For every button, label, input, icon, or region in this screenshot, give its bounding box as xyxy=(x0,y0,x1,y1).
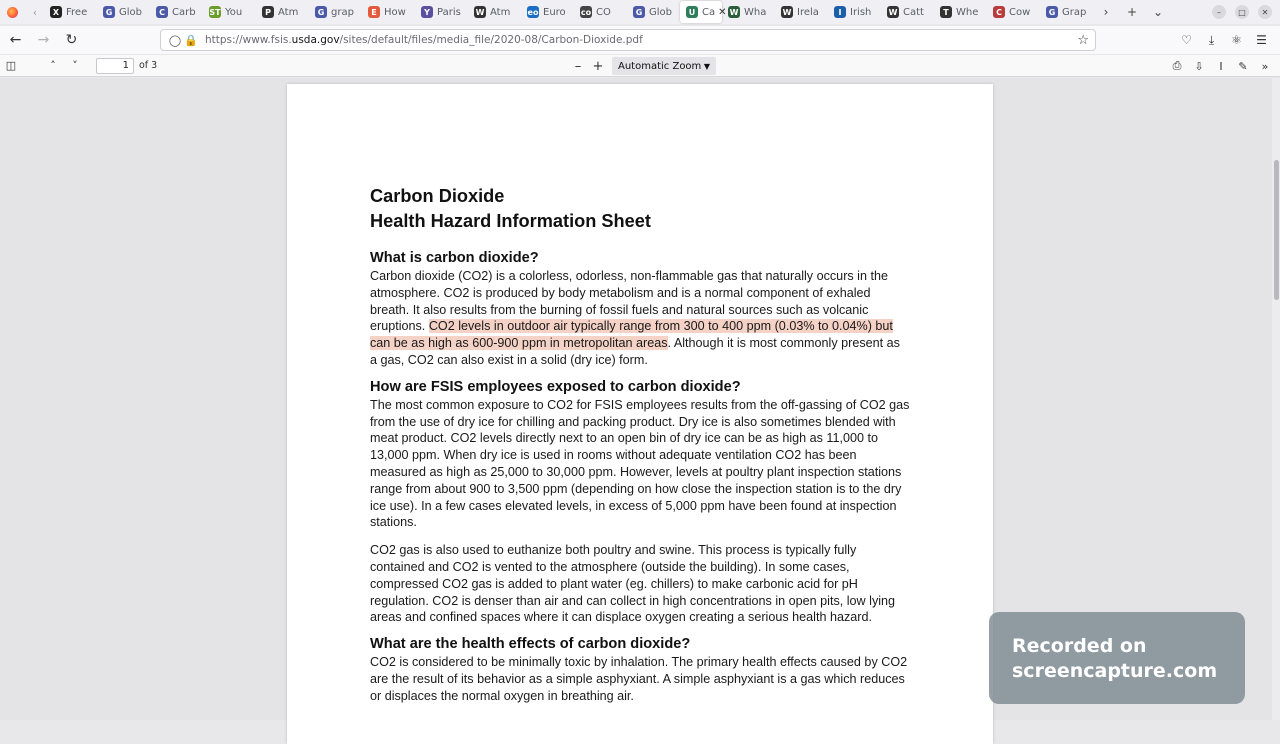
tab-favicon-icon: W xyxy=(475,7,485,17)
tab-title: Paris xyxy=(437,6,461,18)
tab-14[interactable] xyxy=(775,1,828,23)
firefox-view-icon[interactable] xyxy=(7,7,18,18)
tab-title: Irish xyxy=(850,6,872,18)
tab-favicon-icon: W xyxy=(782,7,792,17)
reload-icon[interactable]: ↻ xyxy=(65,32,78,48)
pocket-icon[interactable]: ♡ xyxy=(1181,33,1192,47)
draw-tool-icon[interactable]: ✎ xyxy=(1238,59,1248,73)
section-heading: How are FSIS employees exposed to carbon dioxide? xyxy=(370,378,741,395)
watermark-line2: screencapture.com xyxy=(1012,660,1218,682)
page-number-input[interactable]: 1 xyxy=(96,58,134,74)
section-paragraph: CO2 gas is also used to euthanize both poultry and swine. This process is typically fully contained and CO2 is vented to the atmosphere (outside the building). In some cases, compressed CO2 gas is added to plant water (eg. chillers) to make carbonic acid for pH regulation. CO2 is denser than air and can collect in high concentrations in open pits, low lying areas and confined spaces where it can displace oxygen creating a serious health hazard. xyxy=(370,543,896,625)
save-icon[interactable]: ⇩ xyxy=(1194,59,1204,73)
tab-6[interactable] xyxy=(362,1,415,23)
tab-favicon-icon: P xyxy=(262,6,274,18)
list-all-tabs-icon[interactable]: ⌄ xyxy=(1152,5,1164,19)
tab-strip xyxy=(0,0,1280,24)
tab-title: Catt xyxy=(903,6,924,18)
pdf-toolbar xyxy=(0,55,1280,77)
tab-favicon-icon: C xyxy=(156,6,168,18)
pdf-page[interactable] xyxy=(287,84,993,744)
tab-title: Whe xyxy=(956,6,979,18)
bookmark-star-icon[interactable]: ☆ xyxy=(1077,32,1089,48)
tab-16[interactable] xyxy=(881,1,934,23)
tab-favicon-icon: U xyxy=(686,6,698,18)
tab-title: Glob xyxy=(119,6,142,18)
tab-favicon-icon: ST xyxy=(209,7,221,17)
tab-title: Glob xyxy=(649,6,672,18)
tab-title: Cow xyxy=(1009,6,1031,18)
tab-17[interactable] xyxy=(934,1,987,23)
chevron-down-icon: ▼ xyxy=(703,61,710,71)
zoom-value: Automatic Zoom xyxy=(618,60,702,72)
url-bar[interactable] xyxy=(160,29,1096,51)
tab-favicon-icon: W xyxy=(729,7,739,17)
back-icon[interactable]: ← xyxy=(9,32,22,48)
print-icon[interactable]: ⎙ xyxy=(1172,59,1182,72)
tab-favicon-icon: T xyxy=(940,6,952,18)
paragraph-text: Carbon dioxide (CO2) is a colorless, odorless, non-flammable gas that naturally occurs in the atmosphere. CO2 is produced by body metabolism and is a normal component of exhaled breath. It also results from the burning of fossil fuels and natural sources such as volcanic eruptions. xyxy=(370,269,888,334)
section-heading: What is carbon dioxide? xyxy=(370,250,539,266)
scrollbar-thumb[interactable] xyxy=(1274,160,1279,300)
tabs-scroll-right-icon[interactable]: › xyxy=(1103,5,1109,19)
tab-favicon-icon: eo xyxy=(527,7,539,17)
tab-9[interactable] xyxy=(521,1,574,23)
extensions-icon[interactable]: ⚛ xyxy=(1231,33,1242,47)
tab-2[interactable] xyxy=(150,1,203,23)
tools-menu-icon[interactable]: » xyxy=(1261,59,1269,73)
tab-favicon-icon: E xyxy=(368,6,380,18)
tab-7[interactable] xyxy=(415,1,468,23)
highlighted-text: CO2 levels in outdoor air typically range from 300 to 400 ppm (0.03% to 0.04%) but can be as high as 600-900 ppm in metropolitan areas xyxy=(370,319,893,351)
tab-title: CO xyxy=(596,6,611,18)
section-heading: What are the health effects of carbon dioxide? xyxy=(370,636,691,653)
tab-12[interactable] xyxy=(680,1,727,23)
tab-title: Atm xyxy=(490,6,511,18)
tab-19[interactable] xyxy=(1040,1,1093,23)
forward-icon[interactable]: → xyxy=(37,32,50,48)
tab-3[interactable] xyxy=(203,1,256,23)
tab-title: Free xyxy=(66,6,88,18)
scrollbar[interactable] xyxy=(1272,78,1280,720)
tab-title: grap xyxy=(331,6,354,18)
downloads-icon[interactable]: ⤓ xyxy=(1208,32,1215,47)
zoom-in-icon[interactable]: + xyxy=(592,58,604,74)
close-window-icon[interactable]: ✕ xyxy=(1258,5,1272,19)
recording-watermark xyxy=(989,612,1245,704)
tab-8[interactable] xyxy=(468,1,521,23)
url-domain: usda.gov xyxy=(291,34,340,46)
tab-favicon-icon: I xyxy=(834,6,846,18)
new-tab-icon[interactable]: + xyxy=(1126,5,1138,19)
tab-favicon-icon: co xyxy=(580,7,592,17)
watermark-line1: Recorded on xyxy=(1012,635,1147,657)
tab-title: How xyxy=(384,6,406,18)
url-text[interactable] xyxy=(205,34,643,46)
text-tool-icon[interactable]: I xyxy=(1219,59,1223,73)
tab-favicon-icon: C xyxy=(993,6,1005,18)
zoom-out-icon[interactable]: – xyxy=(574,58,582,74)
tab-10[interactable] xyxy=(574,1,627,23)
tracking-protection-icon[interactable]: ◯ xyxy=(168,33,182,47)
sidebar-toggle-icon[interactable]: ◫ xyxy=(5,59,17,72)
tab-0[interactable] xyxy=(44,1,97,23)
tab-favicon-icon: G xyxy=(103,6,115,18)
tab-title: Euro xyxy=(543,6,566,18)
tab-favicon-icon: G xyxy=(1046,6,1058,18)
tab-5[interactable] xyxy=(309,1,362,23)
tab-favicon-icon: G xyxy=(633,6,645,18)
section-paragraph: The most common exposure to CO2 for FSIS employees results from the off-gassing of CO2 gas from the use of dry ice for chilling and packing product. Dry ice is also sometimes blended with meat product. CO2 levels directly next to an open bin of dry ice can be as high as 11,000 to 13,000 ppm. When dry ice is used in rooms without adequate ventilation CO2 has been measured as high as 25,000 to 30,000 ppm. However, levels at poultry plant inspection stations range from about 900 to 3,500 ppm (depending on how close the inspection station is to the dry ice use). In a few cases elevated levels, in excess of 5,000 ppm have been found at inspection stations. xyxy=(370,397,910,530)
url-prefix: https://www.fsis. xyxy=(205,34,292,46)
page-content xyxy=(370,184,910,705)
tab-title: Carb xyxy=(172,6,196,18)
tab-title: You xyxy=(225,6,243,18)
tab-title: Ca xyxy=(702,6,716,18)
tab-title: Wha xyxy=(744,6,767,18)
zoom-select[interactable] xyxy=(612,57,716,75)
section-paragraph: CO2 is considered to be minimally toxic by inhalation. The primary health effects caused by CO2 are the result of its behavior as a simple asphyxiant. A simple asphyxiant is a gas which reduces or displaces the normal oxygen in breathing air. xyxy=(370,655,908,703)
navigation-toolbar xyxy=(0,26,1280,54)
url-path: /sites/default/files/media_file/2020-08/Carbon-Dioxide.pdf xyxy=(339,34,643,46)
tab-15[interactable] xyxy=(828,1,881,23)
tab-favicon-icon: X xyxy=(50,6,62,18)
tabs-scroll-left-icon[interactable]: ‹ xyxy=(32,5,38,19)
app-menu-icon[interactable]: ☰ xyxy=(1256,33,1267,47)
paragraph-text: . Although it is most commonly present as a gas, CO2 can also exist in a solid (dry ice) form. xyxy=(370,336,900,367)
tab-13[interactable] xyxy=(722,1,775,23)
tab-11[interactable] xyxy=(627,1,680,23)
document-title-line1: Carbon Dioxide xyxy=(370,186,505,206)
tab-4[interactable] xyxy=(256,1,309,23)
next-page-icon[interactable]: ˅ xyxy=(72,59,78,72)
lock-icon[interactable]: 🔒 xyxy=(184,33,198,47)
tab-favicon-icon: G xyxy=(315,6,327,18)
document-title-line2: Health Hazard Information Sheet xyxy=(370,211,651,231)
minimize-icon[interactable]: – xyxy=(1212,5,1226,19)
tab-list xyxy=(44,0,1093,24)
maximize-icon[interactable]: □ xyxy=(1235,5,1249,19)
tab-title: Irela xyxy=(797,6,819,18)
tab-title: Grap xyxy=(1062,6,1087,18)
tab-close-icon[interactable]: ✕ xyxy=(718,6,727,18)
previous-page-icon[interactable]: ˄ xyxy=(50,59,56,72)
tab-1[interactable] xyxy=(97,1,150,23)
tab-title: Atm xyxy=(278,6,299,18)
tab-favicon-icon: Y xyxy=(421,6,433,18)
tab-18[interactable] xyxy=(987,1,1040,23)
tab-favicon-icon: W xyxy=(888,7,898,17)
page-count: of 3 xyxy=(139,60,158,71)
section-paragraph xyxy=(370,268,910,369)
